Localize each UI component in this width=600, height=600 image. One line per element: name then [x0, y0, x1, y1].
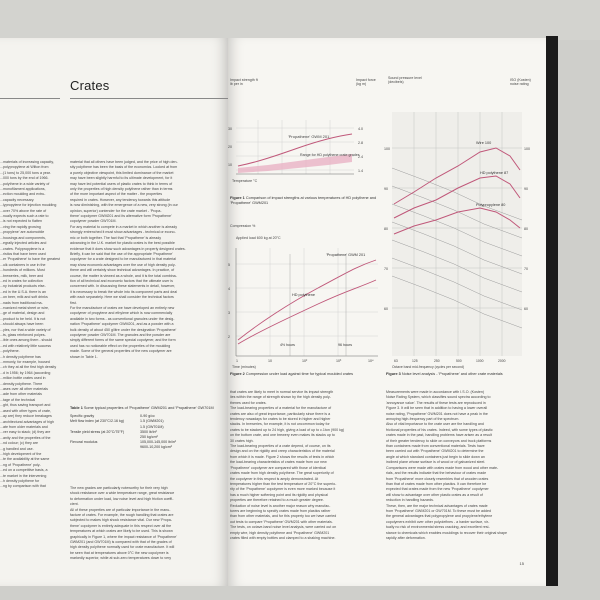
- text-line: ...h density polythene has: [0, 354, 41, 359]
- table-cell-value: 250 kg/cm²: [140, 435, 158, 440]
- fig2-y-tick: 2: [228, 335, 230, 339]
- fig3-left-tick: 80: [384, 227, 388, 231]
- text-line: tion of all technical and economic factors that the ultimate user is: [70, 278, 173, 283]
- text-line: simply different forms of the same special copolymer, and the form: [70, 338, 176, 343]
- text-line: available in two forms - as conventional granules under the desig-: [70, 316, 175, 321]
- fig3-right-tick: 90: [524, 187, 528, 191]
- text-line: temperatures higher than the test temperature of 20°C the superio-: [230, 481, 337, 486]
- table-1-number: Table 1: [70, 406, 83, 410]
- text-line: ...yles, nor that a wide variety of: [0, 327, 51, 332]
- text-line: For the manufacture of crates we have developed an entirely new: [70, 305, 175, 310]
- figure-2-number: Figure 2: [230, 372, 245, 376]
- text-line: ...ny industrial products else-: [0, 284, 46, 289]
- text-line: Reduction of noise level is another major reason why manufac-: [230, 503, 331, 508]
- table-cell-property: Melt flow index (at 230°C/2.16 kg): [70, 419, 124, 424]
- text-line: first.: [70, 300, 77, 305]
- fig1-left-tick: 20: [228, 145, 232, 149]
- text-line: been carried out with 'Propathene' GWM201 to determine the: [386, 449, 484, 454]
- page-number: 15: [519, 561, 524, 566]
- text-line: the load-bearing characteristics of crates made from our new: [230, 460, 327, 465]
- fig3-x-tick: 125: [412, 359, 418, 363]
- text-line: ...breweries, milk, beer and: [0, 273, 44, 278]
- figure-2-chart: [228, 244, 388, 370]
- left-page-column-1: [0, 160, 62, 560]
- table-1: [70, 406, 218, 451]
- text-line: evidence that it does show such advantages in properly designed crates.: [70, 246, 186, 251]
- text-line: ...ed in the U.S.A. there is an: [0, 289, 46, 294]
- fig3-label-wire: Wire 100: [476, 141, 492, 145]
- figure-3-number: Figure 3: [386, 372, 401, 376]
- text-line: Briefly, it can be said that the use of the appropriate 'Propathene': [70, 251, 173, 256]
- fig1-right-tick: 4.0: [358, 127, 363, 131]
- text-line: copolymer for a crate designed to be manufactured in that material: [70, 257, 176, 262]
- text-line: ...ng of 'Propathene' poly-: [0, 462, 41, 467]
- text-line: cient.: [70, 502, 79, 507]
- text-line: may show economic advantages over the use of high density poly-: [70, 262, 176, 267]
- fig3-x-tick: 500: [456, 359, 462, 363]
- fig2-label-hd: HD polythene: [292, 293, 316, 297]
- fig3-label-hd: HD polythene 87: [480, 171, 509, 175]
- table-cell-value: 3500 lb/in²: [140, 429, 157, 434]
- text-line: opinion, superior) contender for the crate market - 'Propa-: [70, 208, 162, 213]
- fig3-x-tick: 1000: [476, 359, 484, 363]
- text-line: ...materials of increasing capacity,: [0, 160, 54, 164]
- fig2-y-tick: 5: [228, 263, 230, 267]
- fig1-right-tick: 2.4: [358, 155, 363, 159]
- text-line: copolymer of propylene and ethylene which is now commercially: [70, 311, 173, 316]
- text-line: ...on beer, milk and soft drinks: [0, 295, 48, 300]
- text-line: ...ed with relatively little success: [0, 343, 51, 348]
- text-line: mic or both together. The fact that 'Propathene' is already: [70, 235, 162, 240]
- text-line: than from other materials, and for this property too we have carried: [230, 514, 337, 519]
- text-line: to deformation under load, low noise level and high friction coeffi-: [70, 496, 174, 501]
- fig2-x-tick: 1: [236, 359, 238, 363]
- text-line: ...ection moulding and extru-: [0, 192, 46, 197]
- fig3-x-axis-label: Octave band mid-frequency (cycles per second): [392, 365, 464, 369]
- text-line: rials, and the results indicate that the behaviour of crates made: [386, 471, 487, 476]
- text-line: with each separately. Here we shall consider the technical factors: [70, 295, 174, 300]
- text-line: required in crates. However, any tendency towards this attitude: [70, 197, 171, 202]
- text-line: is now diminishing, with the emergence of a new, very strong (in our: [70, 203, 178, 208]
- text-line: ...housings and components,: [0, 235, 46, 240]
- text-line: expected that crates made from the new 'Propathene' copolymer: [386, 487, 489, 492]
- text-line: high density polythene normally used for crate manufacture. It will: [70, 545, 175, 550]
- text-line: ...lypropylene for injection moulding: [0, 203, 57, 208]
- text-line: may have been slightly harmful to its ultimate development, for it: [70, 176, 173, 181]
- text-line: used has no noticeable effect on the properties of the moulding: [70, 343, 171, 348]
- text-line: stance to chemicals which enables mouldings to recover their original shape: [386, 530, 508, 535]
- text-line: ...architectural advantages of high: [0, 419, 54, 424]
- fig2-label-96h: 96 hours: [338, 343, 352, 347]
- text-line: ...polythene in a wide variety of: [0, 181, 50, 186]
- text-line: ...ade from other materials: [0, 392, 42, 397]
- text-line: lies within the range of strength shown by the high density poly-: [230, 395, 331, 400]
- text-line: ...propylene' are automobile: [0, 230, 45, 235]
- text-line: ...er 'Propathene' to have the greatest: [0, 257, 60, 262]
- table-cell-property: Flexural modulus: [70, 440, 98, 445]
- text-line: inclined plane whose surface is of wood or of galvanized steel.: [386, 460, 486, 465]
- text-line: ...nads from traditional ma-: [0, 300, 43, 305]
- fig1-right-tick: 2.8: [358, 141, 363, 145]
- text-line: ...rvanized metal sheet or wire,: [0, 305, 49, 310]
- table-cell-value: 1.5 (GWM201): [140, 419, 164, 424]
- text-line: Also of vital importance to the crate user are the handling and: [386, 422, 484, 427]
- text-line: crates are also of great importance, particularly since there is a: [230, 411, 331, 416]
- text-line: These, then, are the major technical advantages of crates made: [386, 503, 488, 508]
- figure-1-chart: [228, 110, 388, 190]
- text-line: thenes used for crates.: [230, 400, 267, 405]
- text-line: from 'Propathene' GWM201 or GW701M. To these must be added: [386, 508, 491, 513]
- text-line: properties are therefore retained to a much greater degree.: [230, 498, 324, 503]
- fig2-x-tick: 10³: [336, 359, 342, 363]
- text-line: Measurements were made in accordance with I.S.O. (Kosten): [386, 390, 485, 394]
- text-line: ...ed in crates for collection: [0, 278, 43, 283]
- text-line: ...ed on a competitive basis, a: [0, 468, 48, 473]
- text-line: ...ving the rapidly growing: [0, 224, 41, 229]
- text-line: stacks. In breweries, for example, it is not uncommon today for: [230, 422, 330, 427]
- text-line: the copolymer in this respect is amply demonstrated. At: [230, 476, 319, 481]
- fig2-x-tick: 10²: [302, 359, 308, 363]
- text-line: on the bottom crate, and one brewery even makes its stacks up to: [230, 433, 335, 438]
- text-line: ...capacity necessary.: [0, 197, 35, 202]
- text-line: the general advantages that polypropylene and propylene/ethylene: [386, 514, 493, 519]
- text-line: thene and will certainly show technical advantages. In practice, of: [70, 268, 175, 273]
- figure-2-caption: [230, 372, 380, 377]
- text-line: ...000 tons by the end of 1966.: [0, 176, 49, 181]
- left-page-column-2-continued: [70, 486, 220, 582]
- text-line: may have led potential users of plastic crates to think in terms of: [70, 181, 173, 186]
- text-line: made. Some of the general properties of the new copolymer are: [70, 349, 172, 354]
- text-line: tually no risk of environmental stress cracking, and excellent resi-: [386, 525, 490, 530]
- text-line: ...polythene.: [0, 349, 20, 354]
- table-cell-property: Tensile yield stress (at 20°C/75°F): [70, 429, 125, 434]
- text-line: thene' copolymer is entirely adequate in this respect over all the: [70, 523, 172, 528]
- text-line: concerned with. In discussing these statements in detail, however,: [70, 284, 176, 289]
- fig1-left-tick: 10: [228, 163, 232, 167]
- text-line: ...te market in the intervening: [0, 473, 47, 478]
- fig2-x-tick: 10: [268, 359, 272, 363]
- text-line: ...hundreds of millions. Most: [0, 268, 45, 273]
- figure-3-chart: [384, 108, 544, 370]
- text-line: GWM201 (and GW701M) is compared with that of the grades of: [70, 540, 172, 545]
- text-line: empty wire, high density polythene and 'Propathene' GWM201: [230, 530, 330, 535]
- table-row: [70, 445, 218, 450]
- text-line: ...tage of the technical: [0, 397, 36, 402]
- text-line: Noise Rating System, which classifies sound spectra according to: [386, 395, 491, 400]
- text-line: Figure 3. It will be seen that in addition to having a lower overall: [386, 406, 488, 411]
- table-cell-value: 0-90 g/cc: [140, 414, 155, 419]
- text-line: ...ts, glass reinforced polyes-: [0, 333, 46, 337]
- fig2-y-tick: 4: [228, 287, 230, 291]
- text-line: crates made from high density polythene. The great superiority of: [230, 471, 334, 476]
- figure-2-title: Compression under load against time for typical moulded crates: [245, 372, 354, 376]
- text-line: ...mmonly, for example, housed: [0, 360, 50, 365]
- text-line: ...high development of the: [0, 451, 42, 456]
- text-line: advancing in the U.K. market for plastic crates is the best possible: [70, 241, 175, 246]
- text-line: it is necessary to break the whole into its component parts and deal: [70, 289, 178, 294]
- fig1-band-label: Range for HD polythene crate grades: [300, 153, 360, 157]
- text-line: reduction in handling hazards.: [386, 498, 434, 503]
- text-line: shown in Table 1.: [70, 354, 98, 359]
- text-line: rapidly after deformation.: [386, 535, 426, 540]
- text-line: ...ible ones among them - should: [0, 338, 53, 343]
- fig3-right-tick: 80: [524, 227, 528, 231]
- text-line: ...te the availability at the same: [0, 457, 50, 462]
- text-line: copolymers exhibit over other polyolefines - a harder surface, vir-: [386, 519, 490, 524]
- text-line: All of these properties are of particular importance in the manu-: [70, 507, 171, 512]
- text-line: copolymer powder GW701M.: [70, 219, 117, 224]
- text-line: a purely objective viewpoint, this limited dominance of the market: [70, 170, 174, 175]
- fig3-left-tick: 90: [384, 187, 388, 191]
- text-line: from 'Propathene' more closely resembles that of wooden crates: [386, 476, 489, 481]
- text-line: ...ased with other types of crate,: [0, 408, 51, 413]
- text-line: than containers made from conventional materials. Tests have: [386, 444, 485, 449]
- fig3-x-tick: 250: [434, 359, 440, 363]
- figure-1-title: Comparison of impact strengths at various temperatures of HD polythene and 'Propathene' GWM201: [230, 196, 377, 205]
- fig3-left-tick: 70: [384, 267, 388, 271]
- text-line: turers are beginning to specify crates made from plastics rather: [230, 508, 331, 513]
- text-line: subjected to makes high shock resistance vital. Our new 'Propa-: [70, 518, 172, 523]
- text-line: design and on the rigidity and creep characteristics of the material: [230, 449, 335, 454]
- fig3-left-tick: 100: [384, 147, 390, 151]
- left-page-column-2: [70, 160, 220, 400]
- text-line: rity of the 'Propathene' copolymer is even more marked because it: [230, 487, 336, 492]
- text-line: The load-bearing properties of a material for the manufacture of: [230, 406, 332, 411]
- table-cell-value: 9600-10,200 kg/cm²: [140, 445, 172, 450]
- table-cell-property: Specific gravity: [70, 414, 95, 419]
- fig3-x-tick: 2000: [498, 359, 506, 363]
- fig2-x-axis-label: Time (minutes): [232, 365, 256, 369]
- fig3-left-axis-label: Sound pressure level (decibels): [388, 76, 422, 85]
- fig3-right-tick: 100: [524, 147, 530, 151]
- text-line: material that all others have been judged, and the price of high den-: [70, 160, 178, 164]
- text-line: The new grades are particularly noteworthy for their very high: [70, 486, 168, 490]
- fig1-left-tick: 30: [228, 127, 232, 131]
- table-cell-value: 105,000-145,000 lb/in²: [140, 440, 176, 445]
- text-line: ...ate from older materials and: [0, 424, 48, 429]
- text-line: 'Propathene' copolymer are compared with those of identical: [230, 465, 327, 470]
- text-line: temperatures at which crates are likely to be used. This is shown: [70, 529, 173, 534]
- text-line: ...anity and the properties of the: [0, 435, 51, 440]
- text-line: ...ge of material, design and: [0, 311, 45, 316]
- text-line: markedly superior, while at sub-zero temperatures down to very: [70, 556, 172, 561]
- right-page-column-2: [386, 390, 534, 566]
- text-line: will show to advantage over other plastic crates as a result of: [386, 492, 483, 497]
- figure-3-title: Noise level analysis - 'Propathene' and other crate materials: [401, 372, 503, 376]
- right-page-column-1: [230, 390, 378, 572]
- figure-1-caption: [230, 196, 380, 206]
- text-line: ...nd colour; (c) they are: [0, 441, 38, 446]
- text-line: has a much higher softening point and its rigidity and physical: [230, 492, 328, 497]
- text-line: ...should always have been: [0, 322, 44, 327]
- text-line: ...ch they at all the first high density: [0, 365, 57, 370]
- text-line: ...ght, thus saving transport and: [0, 403, 51, 408]
- fig3-right-axis-label: ISO (Kosten) noise rating: [510, 78, 531, 87]
- fig2-label-pp: 'Propathene' GWM 201: [326, 253, 366, 257]
- fig1-x-axis-label: Temperature °C: [232, 179, 258, 183]
- text-line: crates to be stacked up to 24 high, giving a load of up to c.1ton (900 kg): [230, 427, 345, 432]
- text-line: of their greater tendency to slide on conveyors and truck platforms: [386, 438, 492, 443]
- table-1-caption: [70, 406, 218, 411]
- text-line: strongly entrenched it must show advantages - technical or econo-: [70, 230, 176, 235]
- table-1-title: Some typical properties of 'Propathene' GWM201 and 'Propathene' GW701M: [83, 406, 214, 410]
- text-line: graphically in Figure 1, where the impact resistance of 'Propathene': [70, 534, 177, 539]
- text-line: ...is not expected to flatten: [0, 219, 42, 224]
- fig2-applied-load: Applied load 600 kg at 20°C: [236, 236, 281, 240]
- text-line: ...d in 1956; by 1964 (according: [0, 370, 51, 375]
- text-line: ...density polythene. There: [0, 381, 43, 386]
- text-line: frictional properties of his crates. Indeed, with some types of plastic: [386, 427, 493, 432]
- fig3-label-pp: Polypropylene 80: [476, 203, 506, 207]
- fig2-x-tick: 10⁴: [368, 359, 374, 363]
- text-line: crates made in the past, handling problems have arisen as a result: [386, 433, 492, 438]
- fig1-left-axis-label: Impact strength ft lb per in: [230, 78, 258, 87]
- text-line: bulk density of about 450 g/litre under the designation 'Propathene': [70, 327, 177, 332]
- fig1-right-tick: 1.4: [358, 169, 363, 173]
- text-line: ...nually expects such a rate to: [0, 214, 49, 219]
- text-line: that crates are likely to meet in normal service its impact strength: [230, 390, 334, 394]
- text-line: ...ng by comparison with that: [0, 484, 46, 489]
- text-line: out tests to compare 'Propathene' GWM201 with other materials.: [230, 519, 333, 524]
- table-cell-property: [70, 445, 140, 450]
- text-line: ...milion bottle crates used in: [0, 376, 46, 381]
- text-line: ...ay are) they reduce breakages: [0, 414, 52, 419]
- text-line: crates filled with empty bottles and clamped to a shaking machine.: [230, 535, 336, 540]
- text-line: shock resistance over a wide temperature range, great resistance: [70, 491, 175, 496]
- fig2-label-4h: 4½ hours: [280, 343, 295, 347]
- text-line: course, the matter is viewed as a whole, and it is the total combina-: [70, 273, 177, 278]
- text-line: sity polythene has been the basis of the economics. Looked at from: [70, 165, 178, 170]
- figure-1-number: Figure 1: [230, 196, 245, 200]
- text-line: tendency nowadays for crates to be stored in higher and higher: [230, 417, 331, 422]
- text-line: be seen that at temperatures above 0°C the new copolymer is: [70, 550, 169, 555]
- text-line: ...crates. Polypropylene is a: [0, 246, 45, 251]
- text-line: ...ver easy to stack; (d) they are: [0, 430, 51, 435]
- fig2-y-axis-label: Compression %: [230, 224, 256, 228]
- text-line: from which it is made. Figure 2 shows the results of tests in which: [230, 454, 335, 459]
- fig3-x-tick: 63: [394, 359, 398, 363]
- text-line: ...egrally injected articles and: [0, 241, 47, 246]
- text-line: 'annoyance value'. The results of these tests are reproduced in: [386, 400, 486, 405]
- text-line: ...product to be held. It is not: [0, 316, 46, 321]
- right-page: [228, 38, 546, 586]
- text-line: ...ulk containers in use in the: [0, 262, 46, 267]
- text-line: annoying high-frequency part of the spectrum.: [386, 417, 460, 422]
- text-line: ...monofilament applications,: [0, 187, 46, 192]
- left-page: [0, 38, 228, 586]
- fig3-right-tick: 60: [524, 307, 528, 311]
- heading-rule-left: [0, 98, 60, 99]
- fig3-left-tick: 60: [384, 307, 388, 311]
- table-1-rows: [70, 414, 218, 450]
- text-line: facture of crates. For example, the rough handling that crates are: [70, 513, 174, 518]
- text-line: The tests, on octave-band noise level analysis, were carried out on: [230, 525, 337, 530]
- text-line: ...h density polythene for: [0, 478, 40, 483]
- fig2-y-tick: 3: [228, 311, 230, 315]
- text-line: thene' copolymer GWM201 and its alternative form 'Propathene': [70, 214, 172, 219]
- text-line: ...(1 tons) to 25,000 tons a year.: [0, 170, 51, 175]
- text-line: than that of crates made from other plastics. It can therefore be: [386, 481, 487, 486]
- text-line: ...ristics that have been used: [0, 251, 46, 256]
- text-line: noise rating, 'Propathene' GWM201 does not have a peak in the: [386, 411, 488, 416]
- text-line: The load-bearing properties of a crate depend, of course, on its: [230, 444, 331, 449]
- text-line: For any material to compete in a market in which another is already: [70, 224, 178, 229]
- text-line: Comparisons were made with crates made from wood and other mate-: [386, 465, 499, 470]
- text-line: only the properties of high density polythene rather than in terms: [70, 187, 173, 192]
- text-line: ...over 70% above the rate of: [0, 208, 47, 213]
- text-line: ...g handled and use.: [0, 446, 34, 451]
- text-line: ...polypropylene at Wilton from: [0, 165, 49, 170]
- text-line: nation 'Propathene' copolymer GWM201, and as a powder with a: [70, 322, 174, 327]
- text-line: 30 crates high.: [230, 438, 254, 443]
- figure-3-caption: [386, 372, 536, 377]
- text-line: angle at which standard containers just begin to slide down an: [386, 454, 485, 459]
- table-background: [0, 0, 600, 40]
- magazine-spread: [0, 38, 560, 586]
- text-line: of the more important aspect of the matter - the properties: [70, 192, 163, 197]
- text-line: copolymer powder GW701M. The granules and the powder are: [70, 333, 171, 337]
- fig1-series-label: 'Propathene' GWM 201: [288, 134, 330, 139]
- fig1-right-axis-label: Impact force (kg m): [356, 78, 376, 87]
- table-cell-value: 1.5 (GW701M): [140, 424, 164, 429]
- text-line: ...ases over all other materials: [0, 387, 48, 392]
- page-heading: Crates: [70, 78, 110, 93]
- heading-rule-right: [70, 98, 228, 99]
- fig3-right-tick: 70: [524, 267, 528, 271]
